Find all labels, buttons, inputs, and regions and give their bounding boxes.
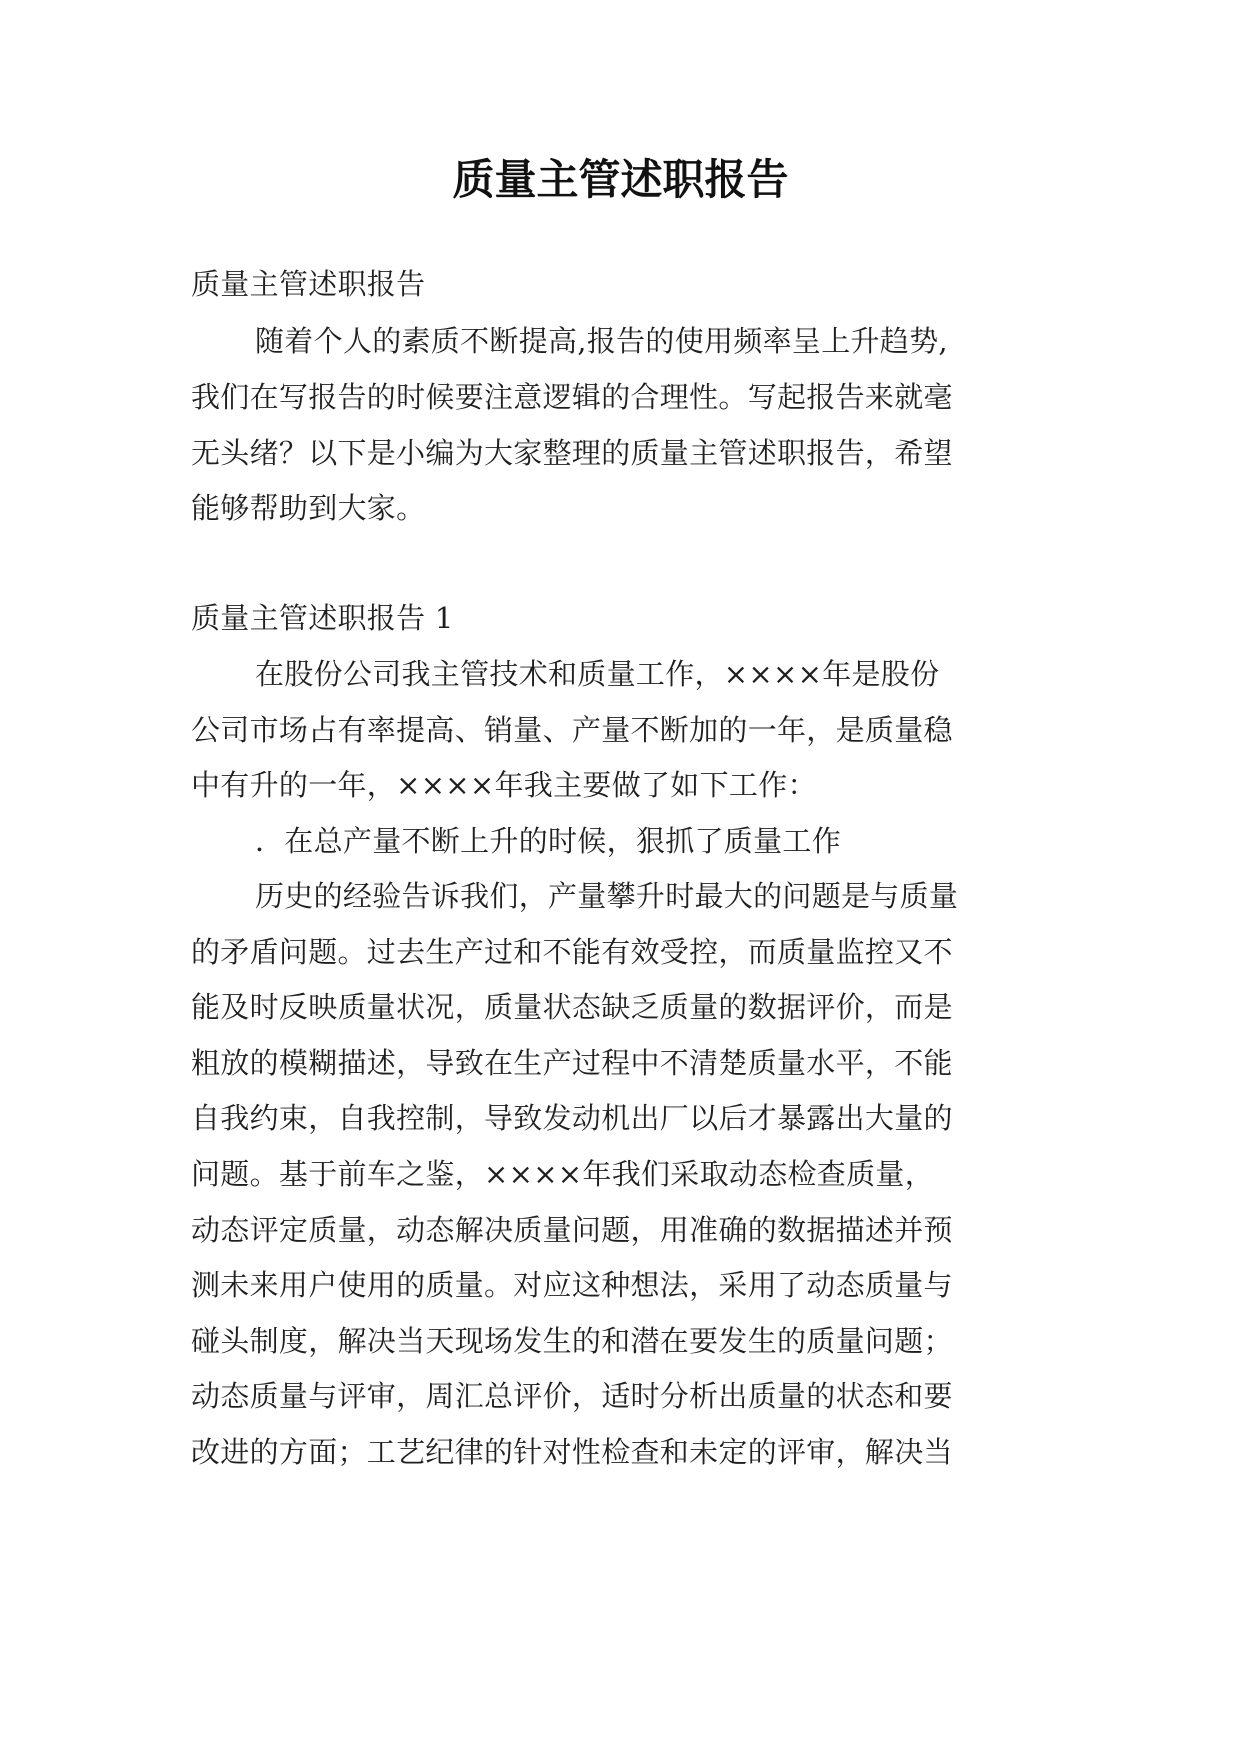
body-line-2: 公司市场占有率提高、销量、产量不断加的一年，是质量稳 bbox=[191, 713, 953, 747]
intro-line-4: 能够帮助到大家。 bbox=[191, 491, 426, 525]
intro-line-2: 我们在写报告的时候要注意逻辑的合理性。写起报告来就毫 bbox=[191, 380, 953, 414]
section-heading-1: 质量主管述职报告 1 bbox=[191, 601, 454, 635]
body-line-9: 自我约束，自我控制，导致发动机出厂以后才暴露出大量的 bbox=[191, 1101, 953, 1135]
body-line-15: 改进的方面；工艺纪律的针对性检查和未定的评审，解决当 bbox=[191, 1435, 953, 1469]
intro-line-3: 无头绪？以下是小编为大家整理的质量主管述职报告，希望 bbox=[191, 436, 953, 470]
body-line-14: 动态质量与评审，周汇总评价，适时分析出质量的状态和要 bbox=[191, 1379, 953, 1413]
body-line-13: 碰头制度，解决当天现场发生的和潜在要发生的质量问题； bbox=[191, 1324, 953, 1358]
body-line-11: 动态评定质量，动态解决质量问题，用准确的数据描述并预 bbox=[191, 1213, 953, 1247]
body-line-10: 问题。基于前车之鉴，××××年我们采取动态检查质量， bbox=[191, 1157, 934, 1191]
body-line-12: 测未来用户使用的质量。对应这种想法，采用了动态质量与 bbox=[191, 1268, 953, 1302]
body-line-8: 粗放的模糊描述，导致在生产过程中不清楚质量水平，不能 bbox=[191, 1046, 953, 1080]
body-line-7: 能及时反映质量状况，质量状态缺乏质量的数据评价，而是 bbox=[191, 990, 953, 1024]
document-title: 质量主管述职报告 bbox=[452, 155, 789, 204]
body-line-3: 中有升的一年，××××年我主要做了如下工作： bbox=[191, 768, 817, 802]
body-line-5: 历史的经验告诉我们，产量攀升时最大的问题是与质量 bbox=[255, 879, 959, 913]
body-line-4: ．在总产量不断上升的时候，狠抓了质量工作 bbox=[255, 824, 842, 858]
intro-line-1: 随着个人的素质不断提高,报告的使用频率呈上升趋势, bbox=[255, 324, 948, 358]
subtitle-line: 质量主管述职报告 bbox=[191, 267, 426, 301]
body-line-6: 的矛盾问题。过去生产过和不能有效受控，而质量监控又不 bbox=[191, 935, 953, 969]
body-line-1: 在股份公司我主管技术和质量工作，××××年是股份 bbox=[255, 657, 940, 691]
